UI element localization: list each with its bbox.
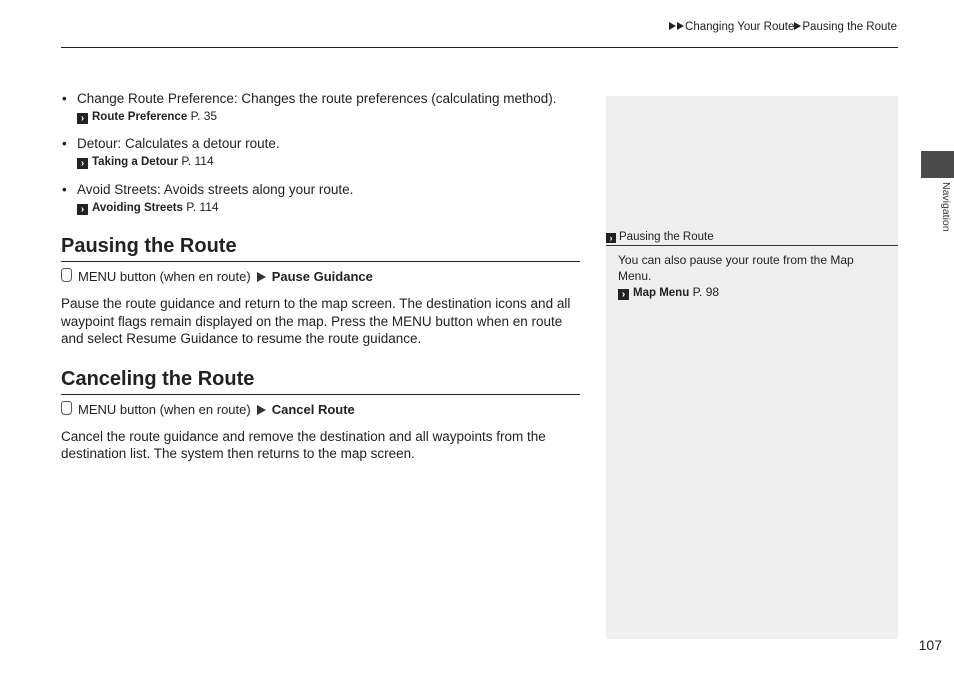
section-tab-marker	[921, 151, 954, 178]
reference-page: P. 114	[182, 199, 219, 214]
menu-path-text: MENU button (when en route)	[78, 269, 251, 285]
reference-name[interactable]: Map Menu	[633, 287, 690, 300]
breadcrumb-item-pausing-route[interactable]: Pausing the Route	[802, 21, 897, 33]
option-desc: : Changes the route preferences (calculating method).	[233, 91, 557, 106]
option-desc: : Avoids streets along your route.	[157, 181, 354, 197]
reference-arrow-icon: ›	[77, 113, 88, 124]
breadcrumb-arrow-icon	[669, 22, 676, 30]
cross-reference[interactable]	[61, 109, 581, 125]
cross-reference[interactable]	[61, 200, 581, 216]
header-rule	[61, 47, 898, 48]
sidebar-heading	[606, 231, 898, 246]
reference-page: P. 114	[178, 154, 214, 169]
reference-page: P. 35	[187, 108, 218, 123]
list-item	[61, 135, 581, 153]
reference-name[interactable]: Route Preference	[92, 110, 188, 123]
menu-path-text: MENU button (when en route)	[78, 401, 251, 417]
breadcrumb-arrow-icon	[794, 22, 801, 30]
sidebar-panel	[606, 96, 898, 639]
menu-path-target: Pause Guidance	[271, 269, 373, 285]
sidebar-note	[618, 252, 880, 302]
section-paragraph: Cancel the route guidance and remove the destination and all waypoints from the destination list. The system then returns to the map screen.	[61, 428, 546, 462]
main-content	[61, 90, 581, 463]
reference-name[interactable]: Taking a Detour	[92, 156, 179, 169]
paragraph-term: Resume Guidance	[126, 331, 239, 347]
reference-name[interactable]: Avoiding Streets	[92, 201, 183, 214]
menu-path	[61, 268, 581, 286]
section-tab-label: Navigation	[940, 182, 952, 232]
sidebar-heading-text: Pausing the Route	[619, 231, 714, 243]
list-item	[61, 90, 581, 108]
reference-arrow-icon: ›	[618, 289, 629, 300]
menu-path	[61, 401, 581, 419]
paragraph-text: to resume the route guidance.	[238, 331, 422, 347]
list-item	[61, 181, 581, 199]
breadcrumb	[669, 21, 897, 33]
page-number: 107	[918, 637, 942, 653]
paragraph-text: Pause the route guidance and return to the map screen. The destination icons and all waypoint flags remain displayed on the map. Press the MENU button when en route and select	[61, 296, 571, 347]
option-term: Avoid Streets	[77, 181, 158, 197]
option-desc: : Calculates a detour route.	[117, 136, 280, 152]
option-term: Detour	[77, 136, 118, 152]
reference-arrow-icon: ›	[77, 158, 88, 169]
breadcrumb-arrow-icon	[677, 22, 684, 30]
cross-reference[interactable]	[618, 284, 880, 302]
section-paragraph	[61, 295, 581, 348]
menu-path-arrow-icon	[257, 272, 266, 282]
reference-arrow-icon: ›	[77, 204, 88, 215]
section-heading-canceling: Canceling the Route	[61, 366, 580, 395]
reference-page: P. 98	[689, 285, 720, 300]
reference-arrow-icon: ›	[606, 233, 616, 243]
breadcrumb-item-changing-route[interactable]: Changing Your Route	[685, 21, 795, 33]
option-term: Change Route Preference	[77, 91, 234, 106]
menu-path-target: Cancel Route	[271, 401, 355, 417]
section-heading-pausing: Pausing the Route	[61, 233, 580, 262]
home-button-icon	[61, 268, 72, 282]
home-button-icon	[61, 401, 72, 415]
sidebar-note-text: You can also pause your route from the Map Menu.	[618, 253, 854, 284]
cross-reference[interactable]	[61, 154, 581, 170]
menu-path-arrow-icon	[257, 405, 266, 415]
